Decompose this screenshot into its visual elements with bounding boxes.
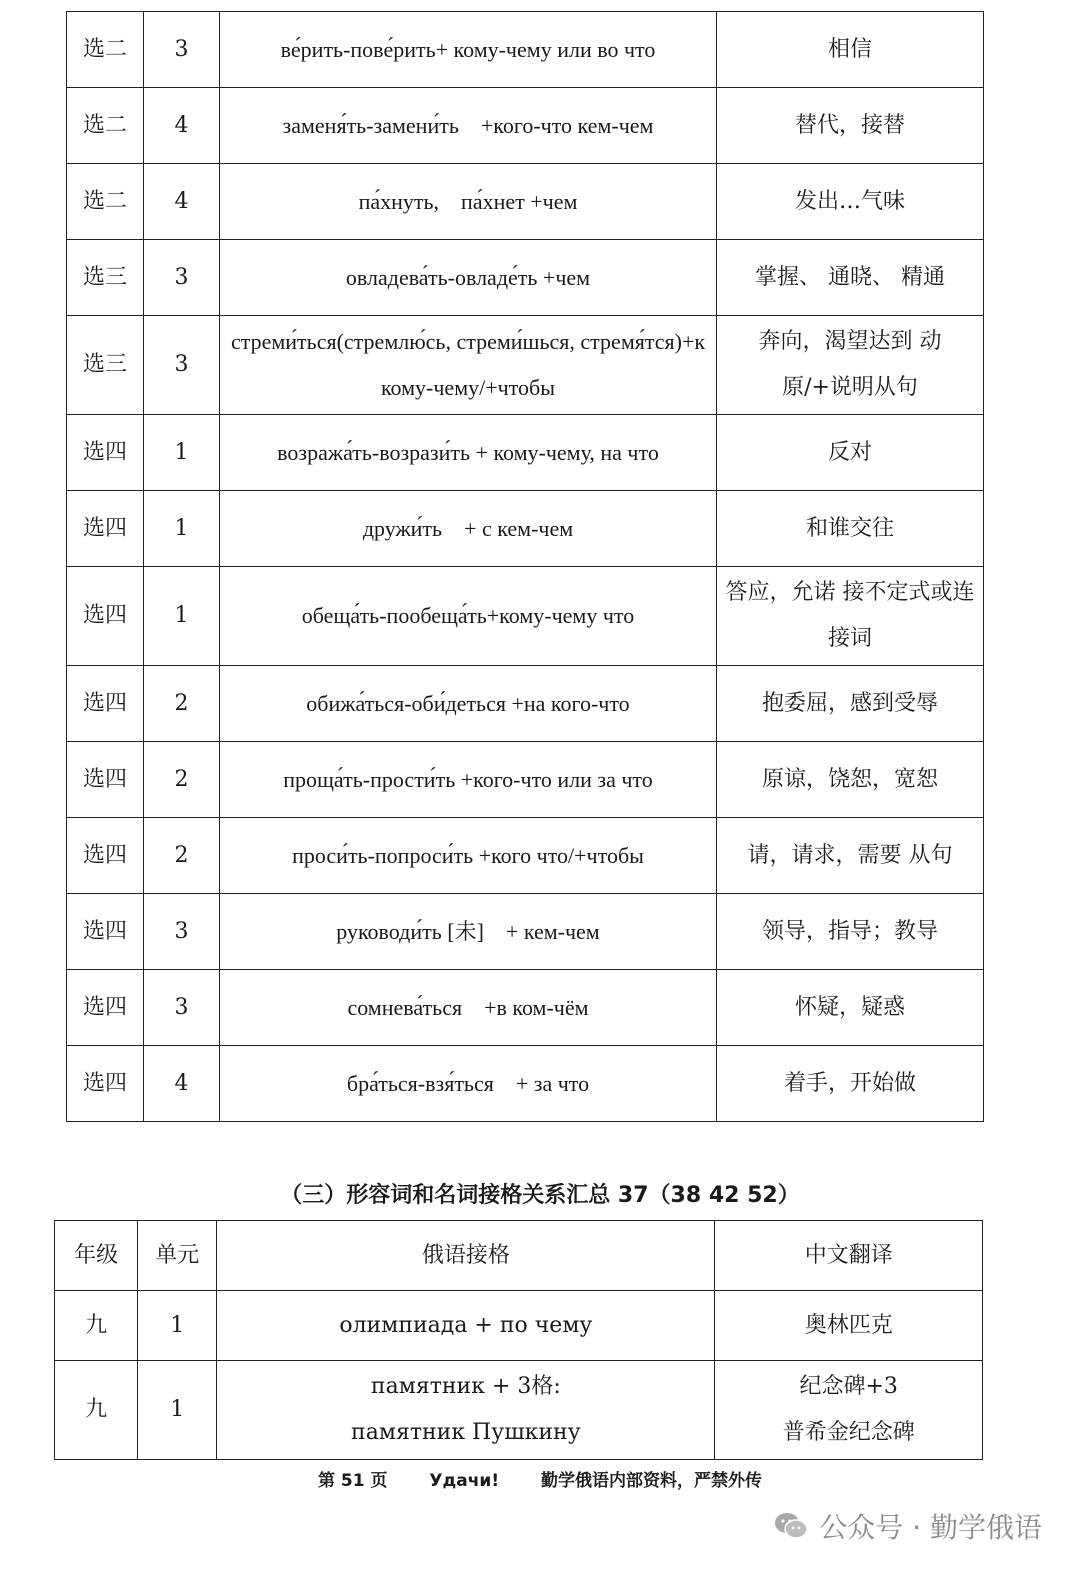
grade-cell: 选四 — [67, 491, 144, 567]
table-row — [67, 164, 984, 240]
table-row — [67, 240, 984, 316]
unit-cell: 2 — [144, 666, 220, 742]
translation-cell: 请，请求，需要 从句 — [717, 818, 984, 894]
case-cell: сомнева́ться +в ком-чём — [220, 970, 717, 1046]
translation-cell: 怀疑，疑惑 — [717, 970, 984, 1046]
grade-cell: 选三 — [67, 316, 144, 415]
unit-cell: 1 — [138, 1291, 217, 1361]
grade-cell: 选四 — [67, 818, 144, 894]
translation-cell: 奔向，渴望达到 动原/+说明从句 — [717, 316, 984, 415]
unit-cell: 4 — [144, 88, 220, 164]
table-row — [67, 894, 984, 970]
grade-cell: 选四 — [67, 415, 144, 491]
grade-cell: 九 — [55, 1361, 138, 1460]
header-grade: 年级 — [55, 1221, 138, 1291]
table-row — [67, 491, 984, 567]
case-cell: обижа́ться-оби́деться +на кого-что — [220, 666, 717, 742]
grade-cell: 选四 — [67, 970, 144, 1046]
case-cell: заменя́ть-замени́ть +кого-что кем-чем — [220, 88, 717, 164]
table-row — [67, 316, 984, 415]
unit-cell: 2 — [144, 818, 220, 894]
translation-cell — [715, 1361, 983, 1460]
case-cell: руководи́ть [未] + кем-чем — [220, 894, 717, 970]
unit-cell: 3 — [144, 970, 220, 1046]
grade-cell: 选四 — [67, 742, 144, 818]
case-cell: ве́рить-пове́рить+ кому-чему или во что — [220, 12, 717, 88]
unit-cell: 3 — [144, 240, 220, 316]
case-cell — [217, 1361, 715, 1460]
header-unit: 单元 — [138, 1221, 217, 1291]
case-cell: проси́ть-попроси́ть +кого что/+чтобы — [220, 818, 717, 894]
translation-cell: 发出…气味 — [717, 164, 984, 240]
grade-cell: 选三 — [67, 240, 144, 316]
watermark-text: 公众号 · 勤学俄语 — [819, 1511, 1042, 1544]
case-cell: проща́ть-прости́ть +кого-что или за что — [220, 742, 717, 818]
header-translation: 中文翻译 — [715, 1221, 983, 1291]
translation-cell: 领导，指导；教导 — [717, 894, 984, 970]
unit-cell: 1 — [144, 491, 220, 567]
translation-cell: 答应，允诺 接不定式或连接词 — [717, 567, 984, 666]
case-cell: стреми́ться(стремлю́сь, стреми́шься, стремя́тся)+к кому-чему/+чтобы — [220, 316, 717, 415]
translation-cell: 原谅，饶恕，宽恕 — [717, 742, 984, 818]
table-row — [67, 666, 984, 742]
translation-line: 普希金纪念碑 — [782, 1420, 915, 1445]
watermark — [773, 1506, 1042, 1546]
grade-cell: 选二 — [67, 88, 144, 164]
footer-luck: Удачи! — [429, 1471, 500, 1491]
translation-cell: 替代，接替 — [717, 88, 984, 164]
grade-cell: 选四 — [67, 567, 144, 666]
unit-cell: 4 — [144, 1046, 220, 1122]
unit-cell: 4 — [144, 164, 220, 240]
case-line: памятник + 3格: — [370, 1374, 561, 1399]
footer-notice: 勤学俄语内部资料，严禁外传 — [541, 1471, 762, 1491]
table-row — [67, 12, 984, 88]
unit-cell: 3 — [144, 12, 220, 88]
grade-cell: 选四 — [67, 1046, 144, 1122]
translation-cell: 掌握、 通晓、 精通 — [717, 240, 984, 316]
translation-cell: 和谁交往 — [717, 491, 984, 567]
case-cell: олимпиада + по чему — [217, 1291, 715, 1361]
translation-cell: 奥林匹克 — [715, 1291, 983, 1361]
page-footer — [0, 1466, 1080, 1491]
unit-cell: 3 — [144, 894, 220, 970]
table-row — [67, 1046, 984, 1122]
translation-cell: 抱委屈，感到受辱 — [717, 666, 984, 742]
table-row — [67, 818, 984, 894]
translation-line: 纪念碑+3 — [799, 1374, 898, 1399]
case-cell: па́хнуть, па́хнет +чем — [220, 164, 717, 240]
table-row — [67, 567, 984, 666]
verb-case-table — [66, 11, 984, 1122]
table-row — [67, 88, 984, 164]
unit-cell: 2 — [144, 742, 220, 818]
translation-cell: 着手，开始做 — [717, 1046, 984, 1122]
case-cell: овладева́ть-овладе́ть +чем — [220, 240, 717, 316]
unit-cell: 1 — [144, 415, 220, 491]
page-number: 第 51 页 — [318, 1471, 388, 1491]
table-row — [67, 970, 984, 1046]
adjective-noun-case-table — [54, 1220, 983, 1460]
unit-cell: 1 — [144, 567, 220, 666]
section-title: （三）形容词和名词接格关系汇总 37（38 42 52） — [280, 1183, 800, 1208]
table-row — [55, 1361, 983, 1460]
case-cell: дружи́ть + с кем-чем — [220, 491, 717, 567]
table-row — [67, 742, 984, 818]
grade-cell: 选二 — [67, 12, 144, 88]
grade-cell: 选四 — [67, 666, 144, 742]
case-line: памятник Пушкину — [351, 1420, 581, 1445]
case-cell: бра́ться-взя́ться + за что — [220, 1046, 717, 1122]
grade-cell: 选四 — [67, 894, 144, 970]
case-cell: возража́ть-возрази́ть + кому-чему, на что — [220, 415, 717, 491]
header-case: 俄语接格 — [217, 1221, 715, 1291]
translation-cell: 反对 — [717, 415, 984, 491]
translation-cell: 相信 — [717, 12, 984, 88]
grade-cell: 九 — [55, 1291, 138, 1361]
table-row — [67, 415, 984, 491]
unit-cell: 1 — [138, 1361, 217, 1460]
table-row — [55, 1291, 983, 1361]
unit-cell: 3 — [144, 316, 220, 415]
wechat-icon — [773, 1511, 809, 1541]
header-row — [55, 1221, 983, 1291]
case-cell: обеща́ть-пообеща́ть+кому-чему что — [220, 567, 717, 666]
grade-cell: 选二 — [67, 164, 144, 240]
